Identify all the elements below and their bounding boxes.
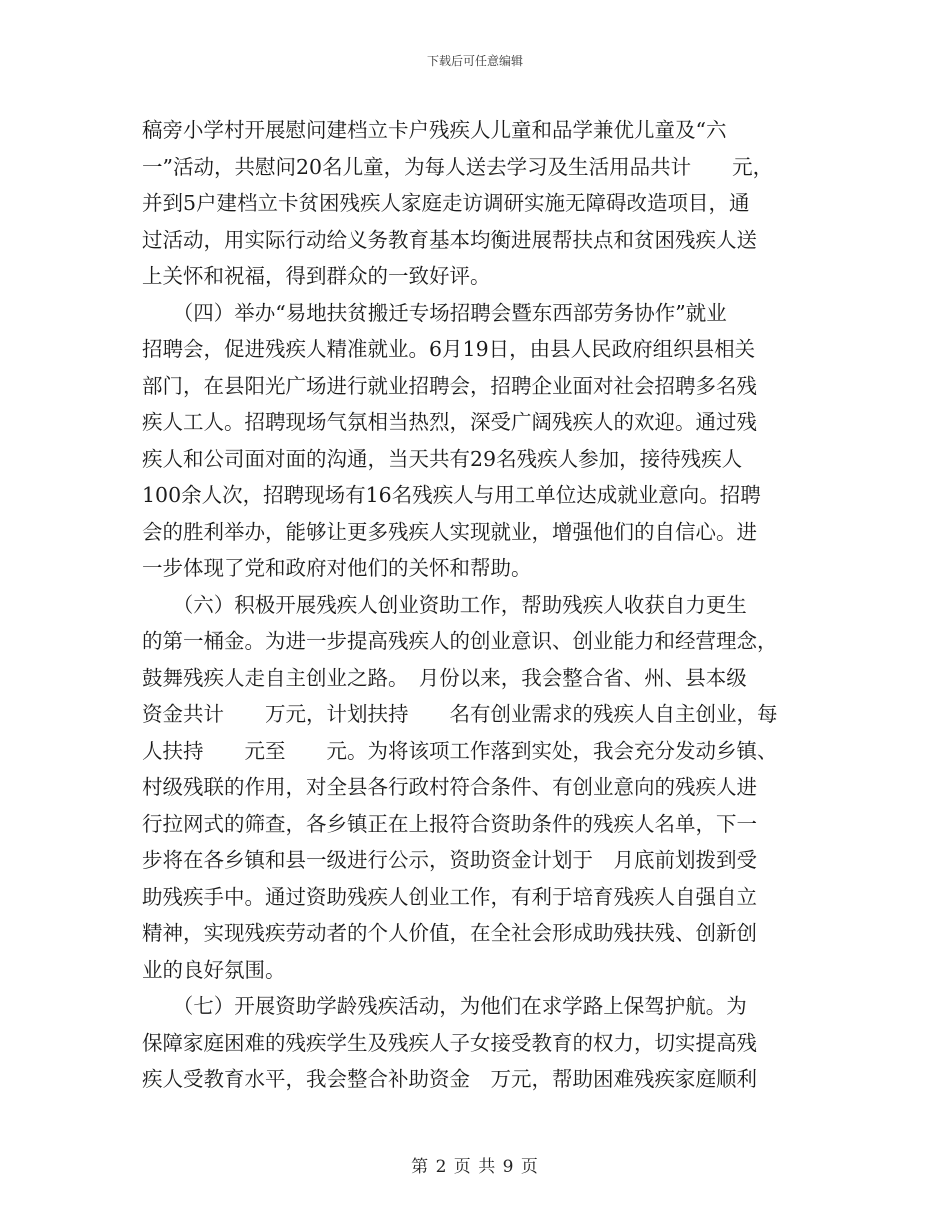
text-line: 会的胜利举办，能够让更多残疾人实现就业，增强他们的自信心。进 bbox=[142, 519, 757, 544]
text-line: 业的良好氛围。 bbox=[142, 957, 286, 982]
text-line: 并到5户建档立卡贫困残疾人家庭走访调研实施无障碍改造项目，通 bbox=[142, 191, 750, 215]
text-line: 鼓舞残疾人走自主创业之路。 月份以来，我会整合省、州、县本级 bbox=[142, 665, 747, 690]
text-line: 疾人和公司面对面的沟通，当天共有29名残疾人参加，接待残疾人 bbox=[142, 446, 743, 471]
text-line: 的第一桶金。为进一步提高残疾人的创业意识、创业能力和经营理念， bbox=[142, 629, 778, 653]
text-line: 行拉网式的筛查，各乡镇正在上报符合资助条件的残疾人名单，下一 bbox=[142, 811, 757, 836]
paragraph-start-4: （四）举办“易地扶贫搬迁专场招聘会暨东西部劳务协作”就业 bbox=[142, 300, 727, 325]
text-line: 招聘会，促进残疾人精准就业。6月19日，由县人民政府组织县相关 bbox=[142, 337, 756, 361]
page-header: 下载后可任意编辑 bbox=[426, 54, 523, 68]
paragraph-start-7: （七）开展资助学龄残疾活动，为他们在求学路上保驾护航。为 bbox=[142, 994, 747, 1018]
text-line: 村级残联的作用，对全县各行政村符合条件、有创业意向的残疾人进 bbox=[142, 775, 757, 799]
text-line: 100余人次，招聘现场有16名残疾人与用工单位达成就业意向。招聘 bbox=[142, 483, 761, 507]
text-line: 过活动，用实际行动给义务教育基本均衡进展帮扶点和贫困残疾人送 bbox=[142, 227, 757, 252]
text-line: 上关怀和祝福，得到群众的一致好评。 bbox=[142, 264, 491, 288]
text-line: 疾人工人。招聘现场气氛相当热烈，深受广阔残疾人的欢迎。通过残 bbox=[142, 410, 757, 434]
text-line: 一”活动，共慰问20名儿童，为每人送去学习及生活用品共计 元， bbox=[142, 154, 774, 179]
text-line: 保障家庭困难的残疾学生及残疾人子女接受教育的权力，切实提高残 bbox=[142, 1030, 757, 1055]
page-number-footer: 第 2 页 共 9 页 bbox=[411, 1157, 539, 1177]
body-text bbox=[142, 112, 822, 1098]
text-line: 一步体现了党和政府对他们的关怀和帮助。 bbox=[142, 556, 532, 580]
text-line: 稿旁小学村开展慰问建档立卡户残疾人儿童和品学兼优儿童及“六 bbox=[142, 118, 727, 142]
paragraph-start-6: （六）积极开展残疾人创业资助工作，帮助残疾人收获自力更生 bbox=[142, 592, 747, 617]
text-line: 资金共计 万元，计划扶持 名有创业需求的残疾人自主创业，每 bbox=[142, 702, 778, 726]
text-line: 步将在各乡镇和县一级进行公示，资助资金计划于 月底前划拨到受 bbox=[142, 848, 757, 872]
text-line: 助残疾手中。通过资助残疾人创业工作，有利于培育残疾人自强自立 bbox=[142, 884, 757, 909]
text-line: 人扶持 元至 元。为将该项工作落到实处，我会充分发动乡镇、 bbox=[142, 738, 778, 763]
text-line: 疾人受教育水平，我会整合补助资金 万元，帮助困难残疾家庭顺利 bbox=[142, 1067, 757, 1091]
text-line: 精神，实现残疾劳动者的个人价值，在全社会形成助残扶残、创新创 bbox=[142, 921, 757, 945]
text-line: 部门，在县阳光广场进行就业招聘会，招聘企业面对社会招聘多名残 bbox=[142, 373, 757, 398]
